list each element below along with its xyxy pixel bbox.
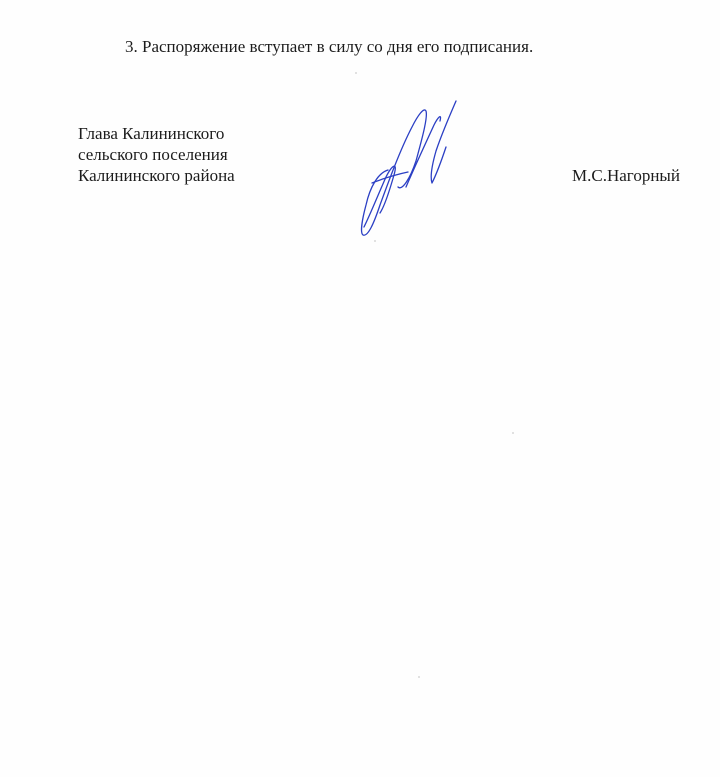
signer-title-block: [78, 123, 235, 186]
signer-name: М.С.Нагорный: [572, 166, 680, 185]
scan-speck: [418, 676, 420, 678]
signer-title-line-2: сельского поселения: [78, 145, 228, 164]
scan-speck: [512, 432, 514, 434]
scan-speck: [374, 240, 376, 242]
clause-3-text: 3. Распоряжение вступает в силу со дня его подписания.: [125, 37, 534, 56]
signature-stroke-right: [431, 101, 456, 183]
scan-speck: [355, 72, 357, 74]
signer-title-line-1: Глава Калининского: [78, 124, 225, 143]
signer-title-line-3: Калининского района: [78, 166, 235, 185]
handwritten-signature: [350, 95, 465, 245]
